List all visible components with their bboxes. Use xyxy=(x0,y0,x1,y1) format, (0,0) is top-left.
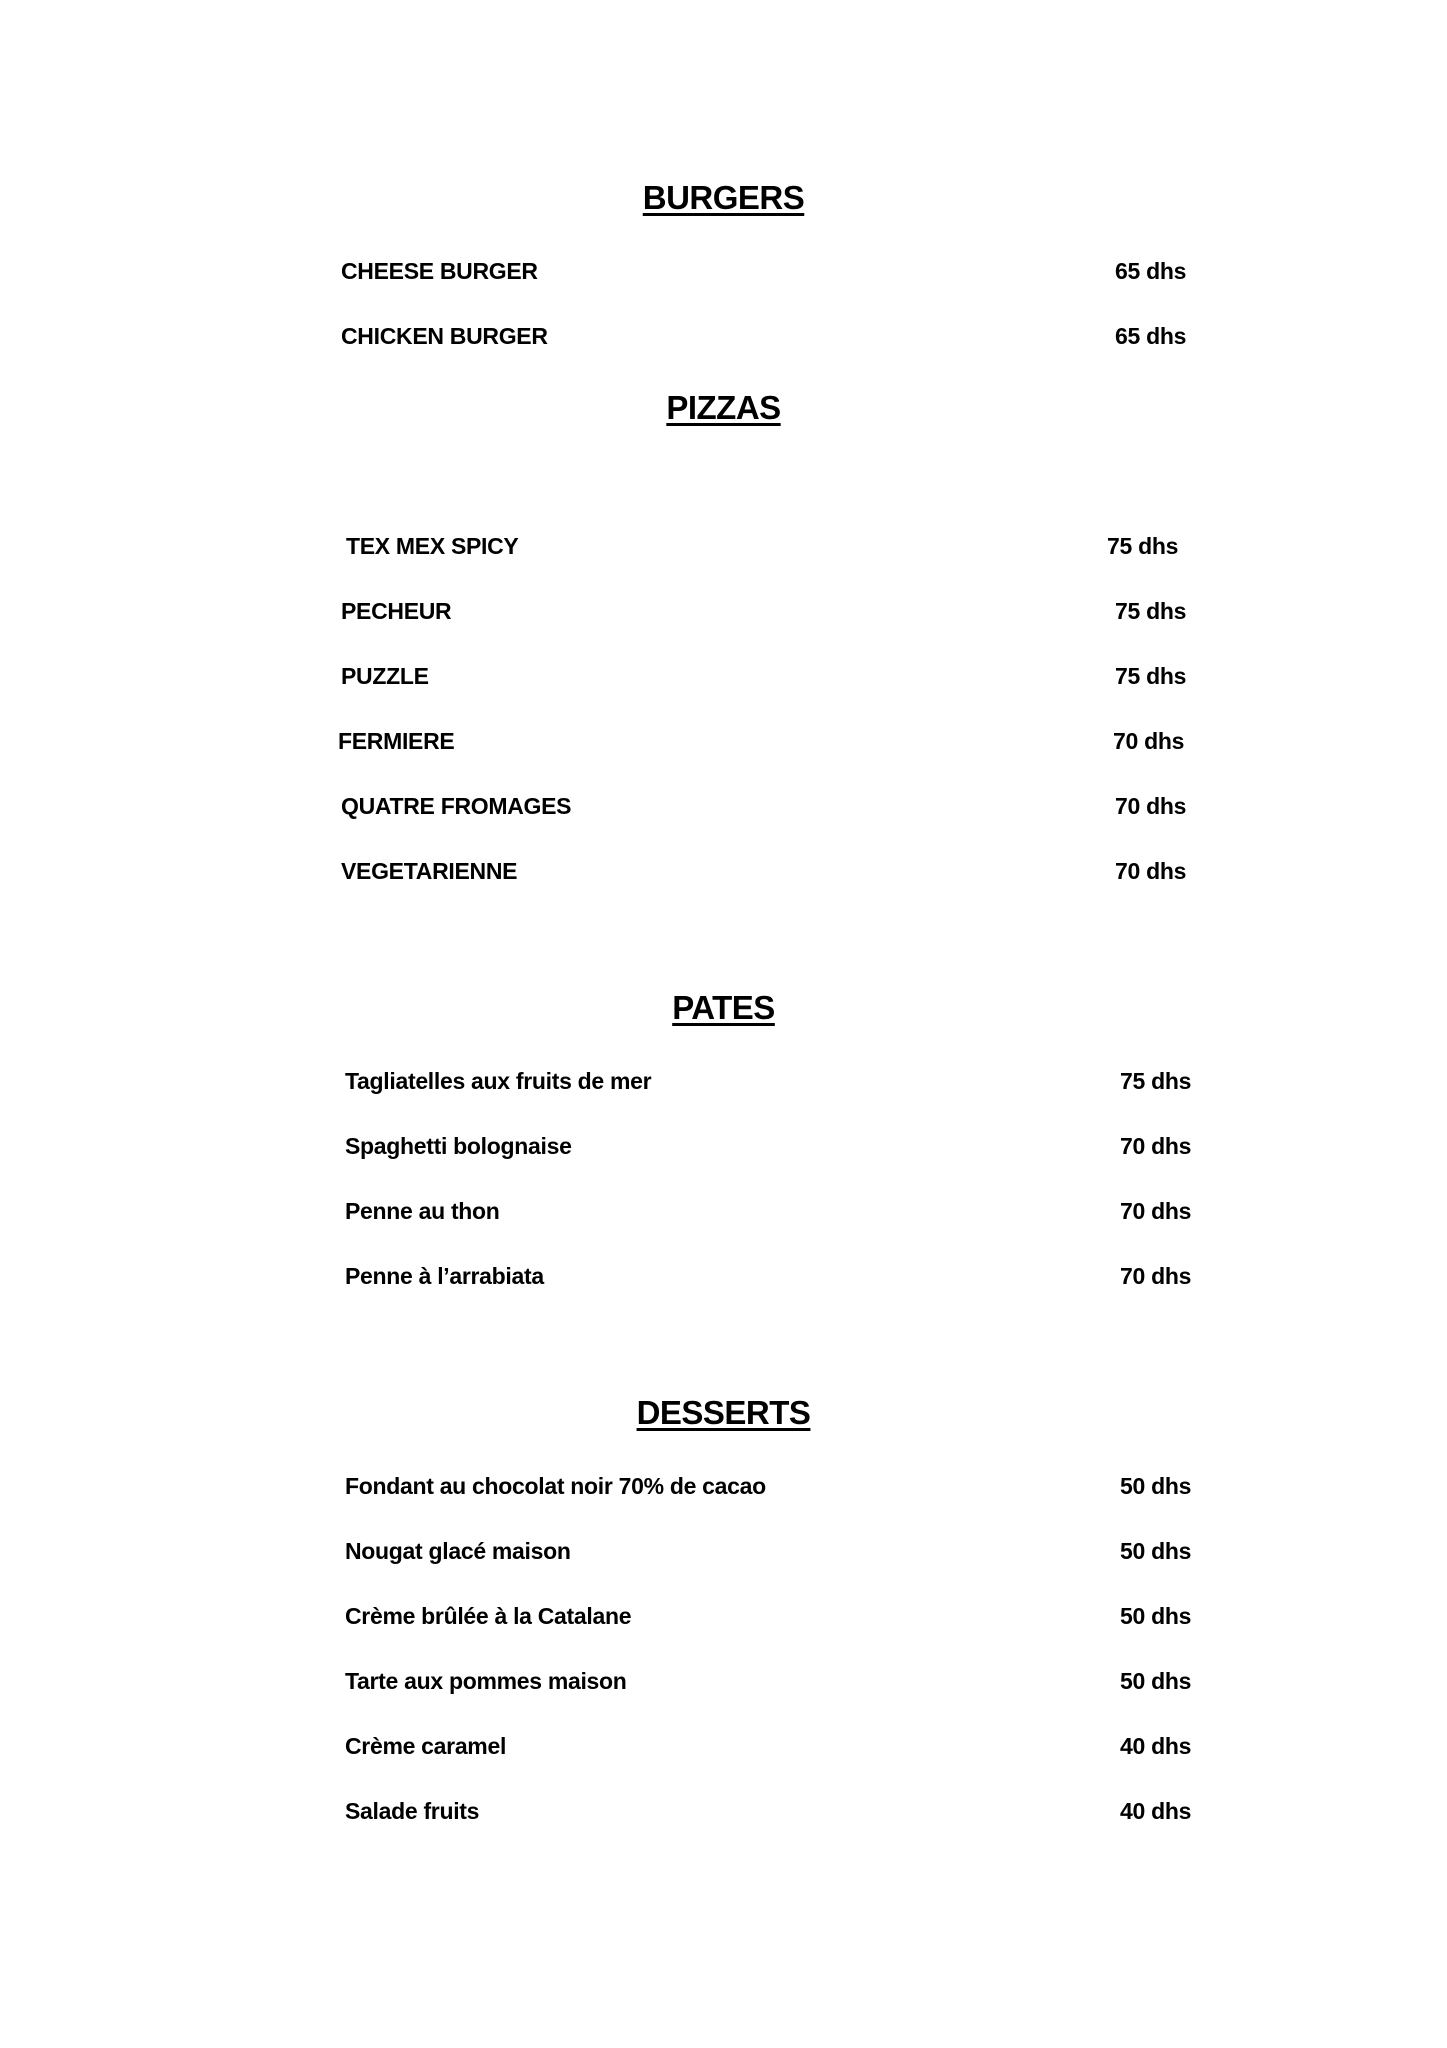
menu-item-name: Spaghetti bolognaise xyxy=(345,1133,572,1159)
section-title: DESSERTS xyxy=(636,1394,811,1431)
menu-item-price: 70 dhs xyxy=(1120,1263,1192,1289)
menu-item-price: 50 dhs xyxy=(1120,1668,1192,1694)
menu-item-name: Tarte aux pommes maison xyxy=(345,1668,627,1694)
menu-item-price: 50 dhs xyxy=(1120,1603,1192,1629)
menu-item-price: 70 dhs xyxy=(1120,1198,1192,1224)
menu-item-name: Penne à l’arrabiata xyxy=(345,1263,544,1289)
section-title: PATES xyxy=(672,989,775,1026)
menu-item-price: 70 dhs xyxy=(1115,793,1187,819)
menu-item-price: 50 dhs xyxy=(1120,1473,1192,1499)
section-heading-desserts xyxy=(0,1393,1447,1433)
menu-item-name: CHEESE BURGER xyxy=(341,258,538,284)
menu-item-price: 65 dhs xyxy=(1115,258,1187,284)
menu-item-name: VEGETARIENNE xyxy=(341,858,518,884)
menu-item-price: 70 dhs xyxy=(1115,858,1187,884)
section-heading-pates xyxy=(0,988,1447,1028)
menu-item-price: 70 dhs xyxy=(1113,728,1185,754)
menu-item-name: FERMIERE xyxy=(338,728,455,754)
menu-item-name: Penne au thon xyxy=(345,1198,500,1224)
menu-item-price: 75 dhs xyxy=(1107,533,1179,559)
section-title: BURGERS xyxy=(642,179,805,216)
menu-item-price: 70 dhs xyxy=(1120,1133,1192,1159)
menu-item-price: 75 dhs xyxy=(1115,663,1187,689)
menu-item-price: 40 dhs xyxy=(1120,1798,1192,1824)
menu-item-price: 40 dhs xyxy=(1120,1733,1192,1759)
menu-item-name: CHICKEN BURGER xyxy=(341,323,548,349)
menu-item-name: Crème brûlée à la Catalane xyxy=(345,1603,632,1629)
menu-item-price: 50 dhs xyxy=(1120,1538,1192,1564)
menu-item-price: 75 dhs xyxy=(1115,598,1187,624)
menu-item-name: PUZZLE xyxy=(341,663,429,689)
menu-item-name: PECHEUR xyxy=(341,598,452,624)
menu-item-price: 65 dhs xyxy=(1115,323,1187,349)
section-title: PIZZAS xyxy=(666,389,781,426)
section-heading-burgers xyxy=(0,178,1447,218)
menu-item-name: QUATRE FROMAGES xyxy=(341,793,572,819)
menu-item-name: TEX MEX SPICY xyxy=(346,533,519,559)
menu-item-name: Fondant au chocolat noir 70% de cacao xyxy=(345,1473,766,1499)
section-heading-pizzas xyxy=(0,388,1447,428)
menu-item-name: Tagliatelles aux fruits de mer xyxy=(345,1068,652,1094)
menu-item-name: Crème caramel xyxy=(345,1733,507,1759)
menu-item-name: Nougat glacé maison xyxy=(345,1538,571,1564)
menu-item-name: Salade fruits xyxy=(345,1798,480,1824)
menu-item-price: 75 dhs xyxy=(1120,1068,1192,1094)
